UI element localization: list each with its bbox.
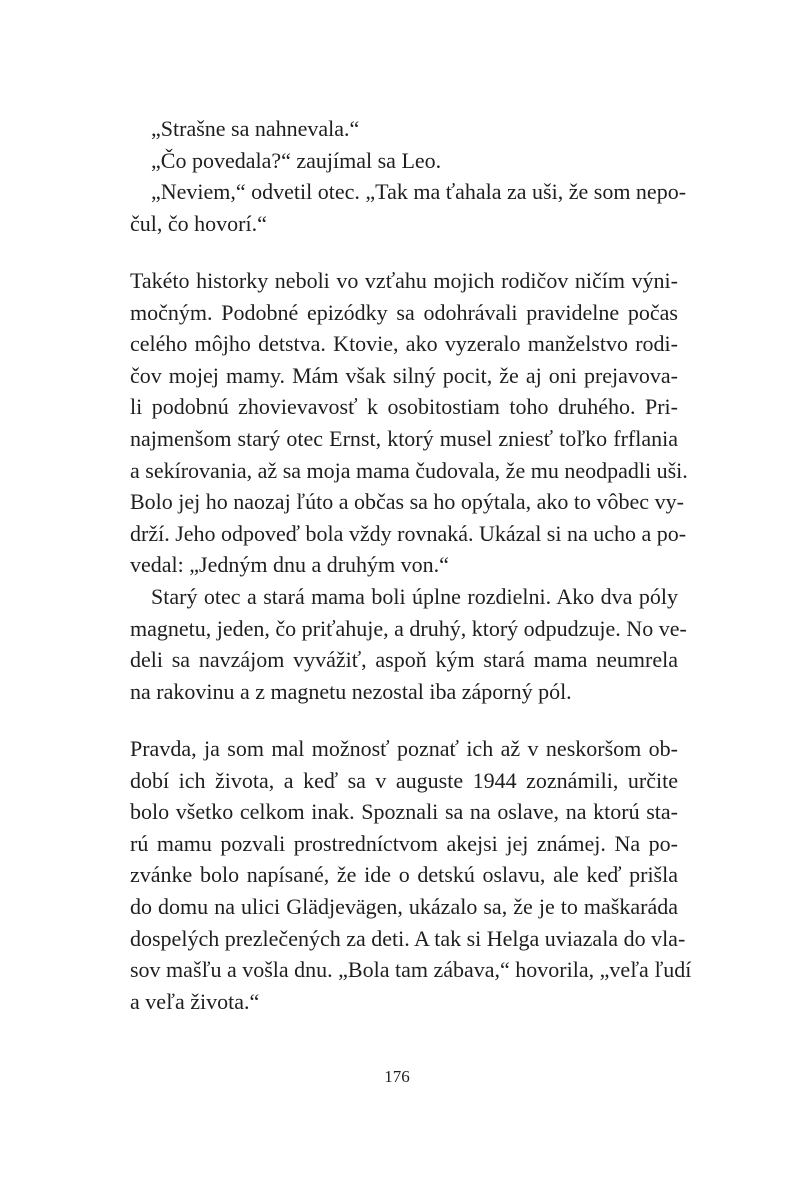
text-line: dospelých prezlečených za deti. A tak si Helga uviazala do vla-: [130, 925, 686, 951]
text-line: magnetu, jeden, čo priťahuje, a druhý, ktorý odpudzuje. No ve-: [130, 615, 687, 641]
text-line: rú mamu pozvali prostredníctvom akejsi jej známej. Na po-: [130, 830, 678, 856]
text-line: a sekírovania, až sa moja mama čudovala, že mu neodpadli uši.: [130, 457, 688, 483]
page-number: 176: [384, 1067, 410, 1086]
text-line: Starý otec a stará mama boli úplne rozdielni. Ako dva póly: [151, 583, 678, 609]
text-line: vedal: „Jedným dnu a druhým von.“: [130, 552, 449, 578]
dialogue-block: [130, 113, 687, 239]
text-line: Bolo jej ho naozaj ľúto a občas sa ho opýtala, ako to vôbec vy-: [130, 489, 684, 515]
text-line: „Neviem,“ odvetil otec. „Tak ma ťahala za uši, že som nepo-: [151, 179, 687, 205]
text-line: li podobnú zhovievavosť k osobitostiam toho druhého. Pri-: [130, 394, 678, 420]
text-line: čul, čo hovorí.“: [130, 210, 267, 236]
text-line: Pravda, ja som mal možnosť poznať ich až v neskoršom ob-: [130, 736, 678, 761]
paragraph-block: [130, 733, 692, 1017]
text-line: sov mašľu a vošla dnu. „Bola tam zábava,“ hovorila, „veľa ľudí: [130, 957, 692, 983]
text-line: močným. Podobné epizódky sa odohrávali pravidelne počas: [130, 299, 678, 325]
text-line: deli sa navzájom vyvážiť, aspoň kým stará mama neumrela: [130, 647, 678, 673]
text-line: „Strašne sa nahnevala.“: [151, 116, 360, 141]
text-line: na rakovinu a z magnetu nezostal iba záporný pól.: [130, 678, 572, 704]
text-line: bolo všetko celkom inak. Spoznali sa na oslave, na ktorú sta-: [130, 799, 678, 825]
text-line: dobí ich života, a keď sa v auguste 1944 zoznámili, určite: [130, 767, 678, 793]
text-line: „Čo povedala?“ zaujímal sa Leo.: [151, 147, 442, 173]
text-line: do domu na ulici Glädjevägen, ukázalo sa, že je to maškaráda: [130, 893, 678, 919]
text-line: a veľa života.“: [130, 988, 260, 1014]
paragraph-block: [130, 265, 688, 707]
text-line: drží. Jeho odpoveď bola vždy rovnaká. Ukázal si na ucho a po-: [130, 520, 687, 546]
text-line: celého môjho detstva. Ktovie, ako vyzeralo manželstvo rodi-: [130, 331, 678, 357]
text-line: najmenšom starý otec Ernst, ktorý musel zniesť toľko frflania: [130, 425, 678, 451]
text-line: Takéto historky neboli vo vzťahu mojich rodičov ničím výni-: [130, 268, 678, 293]
text-line: zvánke bolo napísané, že ide o detskú oslavu, ale keď prišla: [130, 862, 678, 888]
text-line: čov mojej mamy. Mám však silný pocit, že aj oni prejavova-: [130, 362, 678, 388]
